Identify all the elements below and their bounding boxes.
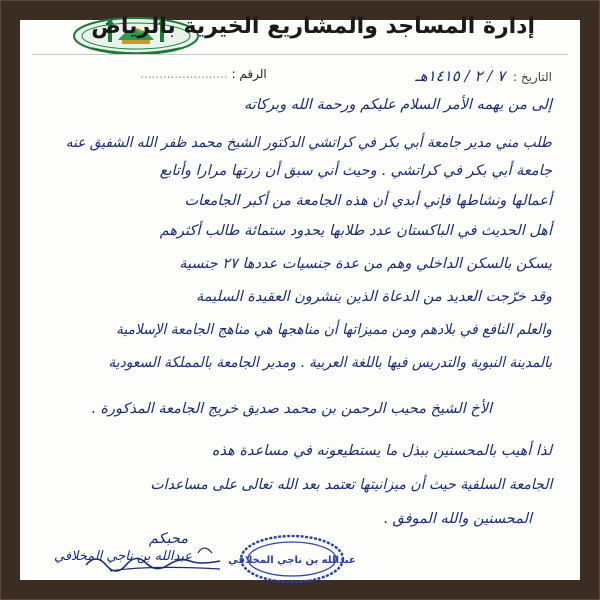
- letter-page: [20, 14, 580, 580]
- official-stamp: [228, 533, 356, 585]
- letter-line: جامعة أبي بكر في كراتشي . وحيث أني سبق أن زرتها مرارا وأتابع: [159, 163, 552, 179]
- date-value: ٧ / ٢ / ١٤١٥هـ: [415, 67, 506, 85]
- letter-line: أهل الحديث في الباكستان عدد طلابها يحدود ستمائة طالب أكثرهم: [159, 223, 552, 239]
- letter-line: وقد خرّجت العديد من الدعاة الذين ينشرون العقيدة السليمة: [195, 289, 552, 305]
- letter-line: لذا أهيب بالمحسنين ببذل ما يستطيعونه في مساعدة هذه: [211, 443, 552, 459]
- letter-line: يسكن بالسكن الداخلي وهم من عدة جنسيات عددها ٢٧ جنسية: [179, 256, 552, 272]
- handwritten-signature: [80, 535, 230, 580]
- reference-label: الرقم :: [231, 67, 267, 81]
- letter-line: أعمالها ونشاطها فإني أبدي أن هذه الجامعة من أكبر الجامعات: [184, 193, 552, 209]
- reference-blank: .......................: [140, 67, 228, 81]
- letter-closing: محبكم: [148, 531, 188, 547]
- letter-line: الجامعة السلفية حيث أن ميزانيتها تعتمد بعد الله تعالى على مساعدات: [149, 477, 552, 493]
- date-label: التاريخ :: [512, 70, 552, 84]
- date-field: [415, 67, 552, 85]
- letter-line: بالمدينة النبوية والتدريس فيها باللغة العربية . ومدير الجامعة بالمملكة السعودية: [108, 355, 552, 371]
- signatory-name: عبدالله بن ناجي المخلافي: [54, 549, 192, 564]
- letter-line: طلب مني مدير جامعة أبي بكر في كراتشي الدكتور الشيخ محمد ظفر الله الشفيق عنه: [65, 135, 552, 151]
- letter-line: إلى من يهمه الأمر السلام عليكم ورحمة الله وبركاته: [244, 97, 552, 113]
- stamp-text: عبدالله بن ناجي المخلافي: [228, 555, 356, 566]
- header-divider: [32, 54, 568, 55]
- organization-title: إدارة المساجد والمشاريع الخيرية بالرياض: [91, 14, 535, 39]
- letter-line: والعلم النافع في بلادهم ومن مميزاتها أن مناهجها هي مناهج الجامعة الإسلامية: [116, 322, 552, 338]
- letter-line: المحسنين والله الموفق .: [383, 511, 532, 527]
- reference-field: [140, 67, 267, 81]
- letter-line: الأخ الشيخ محيب الرحمن بن محمد صديق خريج الجامعة المذكورة .: [91, 401, 492, 417]
